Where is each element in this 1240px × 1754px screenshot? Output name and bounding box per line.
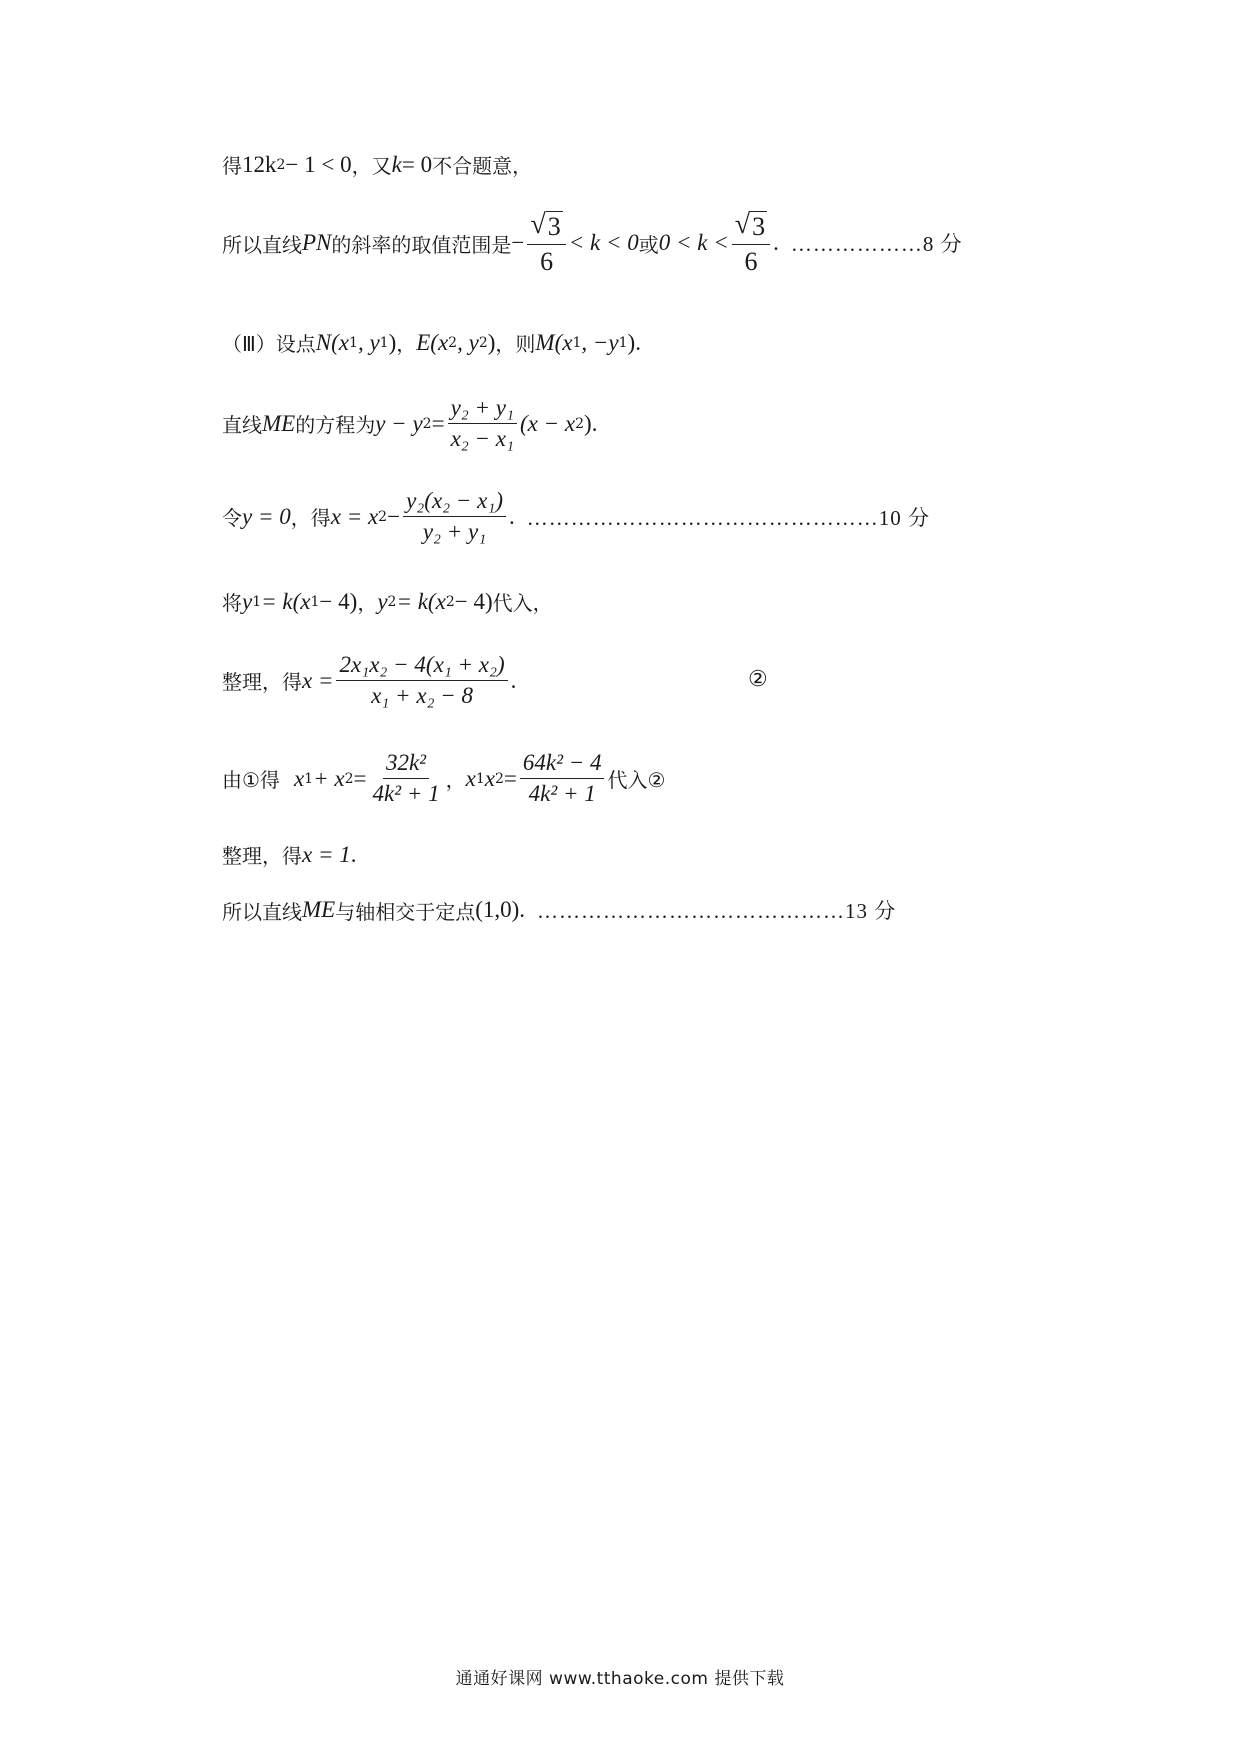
math: ME <box>262 410 296 436</box>
math: y − y <box>375 410 423 436</box>
text: ，又 <box>351 154 392 178</box>
math: = <box>431 410 445 436</box>
sub: 1 <box>379 334 389 351</box>
line-10 <box>222 895 896 925</box>
denominator: x₂ − x₁ <box>450 426 514 452</box>
math: x = 1 <box>302 841 351 867</box>
line-9 <box>222 840 356 869</box>
sub: 2 <box>344 770 354 787</box>
math: k <box>391 151 402 177</box>
sub: 2 <box>422 415 432 432</box>
text: 的方程为 <box>295 413 376 438</box>
math: ) <box>487 329 496 355</box>
sub: 2 <box>494 770 504 787</box>
math: 12k <box>242 151 277 177</box>
math: − 1 < 0 <box>285 151 352 177</box>
radicand: 3 <box>752 212 766 241</box>
text: 不合题意， <box>432 154 533 178</box>
sub: 1 <box>618 334 628 351</box>
denominator: 4k² + 1 <box>372 781 440 807</box>
math: y <box>377 588 388 614</box>
text: ， <box>445 768 466 793</box>
line-7 <box>222 652 516 710</box>
fraction-sqrt3-over-6: √ 3 6 <box>732 210 770 277</box>
text: ，得 <box>290 506 331 531</box>
text: 由①得 <box>222 768 280 793</box>
math: − <box>387 503 401 529</box>
denominator: y₂ + y₁ <box>422 519 487 545</box>
math: x = <box>302 667 334 693</box>
numerator: 32k² <box>383 750 429 779</box>
text: 与轴相交于定点 <box>335 899 476 924</box>
numerator: y₂(x₂ − x₁) <box>403 488 506 517</box>
sup: 2 <box>276 156 286 173</box>
numerator: 2x₁x₂ − 4(x₁ + x₂) <box>336 652 507 681</box>
sub: 2 <box>387 593 397 610</box>
math: − <box>511 230 525 256</box>
fraction <box>448 395 517 453</box>
text: 整理，得 <box>222 844 302 868</box>
math: x <box>484 765 495 791</box>
denominator: 6 <box>744 246 758 276</box>
math: , y <box>457 329 479 355</box>
score-note: …………………………………………10 分 <box>526 505 931 530</box>
math: = 0 <box>401 151 433 177</box>
sub: 1 <box>572 334 582 351</box>
sub: 2 <box>445 593 455 610</box>
text: 或 <box>638 232 659 257</box>
sub: 1 <box>310 593 320 610</box>
text: （Ⅲ）设点 <box>222 332 316 356</box>
math: − 4) <box>319 588 358 614</box>
math: 0 < k < <box>658 230 729 256</box>
line-4 <box>222 395 597 453</box>
text: . <box>591 410 598 436</box>
page-footer: 通通好课网 www.tthaoke.com 提供下载 <box>455 1669 785 1689</box>
numerator: 64k² − 4 <box>520 750 605 779</box>
text: 得 <box>222 154 242 178</box>
text: 将 <box>222 591 242 615</box>
math: = k(x <box>261 588 311 614</box>
math: y <box>242 588 253 614</box>
fraction <box>369 750 442 808</box>
text: 的斜率的取值范围是 <box>331 232 512 257</box>
text: 代入② <box>607 768 666 793</box>
radicand: 3 <box>547 212 561 241</box>
sub: 1 <box>304 770 314 787</box>
equation-tag-2: ② <box>748 667 768 692</box>
math: E(x <box>416 329 449 355</box>
text: 直线 <box>222 413 262 438</box>
text: 令 <box>222 506 242 531</box>
math: = k(x <box>396 588 446 614</box>
text: . <box>350 841 357 867</box>
math: , y <box>357 329 380 355</box>
math: x <box>293 765 305 791</box>
fraction <box>403 488 506 546</box>
text: ，则 <box>495 332 536 356</box>
sub: 2 <box>478 334 488 351</box>
math: ME <box>302 897 336 922</box>
fraction <box>520 750 605 808</box>
score-note: ……………………………………13 分 <box>537 899 897 923</box>
text: 代入， <box>492 591 553 615</box>
math: ) <box>388 329 397 355</box>
math: x <box>465 765 476 791</box>
text: . <box>519 897 526 922</box>
denominator: 4k² + 1 <box>528 781 596 807</box>
text: ， <box>357 591 378 615</box>
line-3 <box>222 328 641 357</box>
math: ) <box>627 329 636 355</box>
sub: 2 <box>575 415 585 432</box>
score-note: ………………8 分 <box>790 232 963 257</box>
math: N(x <box>315 329 350 355</box>
math: x = x <box>330 503 379 529</box>
line-5 <box>222 488 930 546</box>
fraction <box>336 652 507 710</box>
line-6 <box>222 587 553 616</box>
text: . <box>509 503 515 529</box>
math: M(x <box>535 329 573 355</box>
math: − 4) <box>454 588 493 614</box>
text: . <box>510 667 517 693</box>
text: 所以直线 <box>222 232 302 257</box>
sub: 2 <box>448 334 458 351</box>
denominator: 6 <box>540 246 554 276</box>
math: = <box>353 765 367 791</box>
line-8 <box>222 750 665 808</box>
fraction-sqrt3-over-6: √ 3 6 <box>527 210 565 277</box>
math: y = 0 <box>242 503 291 529</box>
denominator: x₁ + x₂ − 8 <box>371 683 474 709</box>
text: 整理，得 <box>222 670 302 695</box>
sub: 1 <box>252 593 262 610</box>
text: . <box>773 230 779 256</box>
math: < k < 0 <box>568 230 639 256</box>
math: PN <box>302 230 332 256</box>
text: 所以直线 <box>222 899 302 924</box>
math: = <box>503 765 517 791</box>
math: , −y <box>581 329 619 355</box>
text: ， <box>396 332 417 356</box>
math: (x − x <box>520 410 576 436</box>
line-2 <box>222 210 963 277</box>
text: . <box>635 329 641 355</box>
numerator: y₂ + y₁ <box>448 395 517 424</box>
sub: 1 <box>475 770 485 787</box>
math: ) <box>584 410 592 436</box>
line-1 <box>222 150 532 179</box>
sub: 2 <box>378 508 388 525</box>
math: + x <box>313 765 345 791</box>
sub: 1 <box>349 334 358 351</box>
math: (1,0) <box>475 897 520 922</box>
